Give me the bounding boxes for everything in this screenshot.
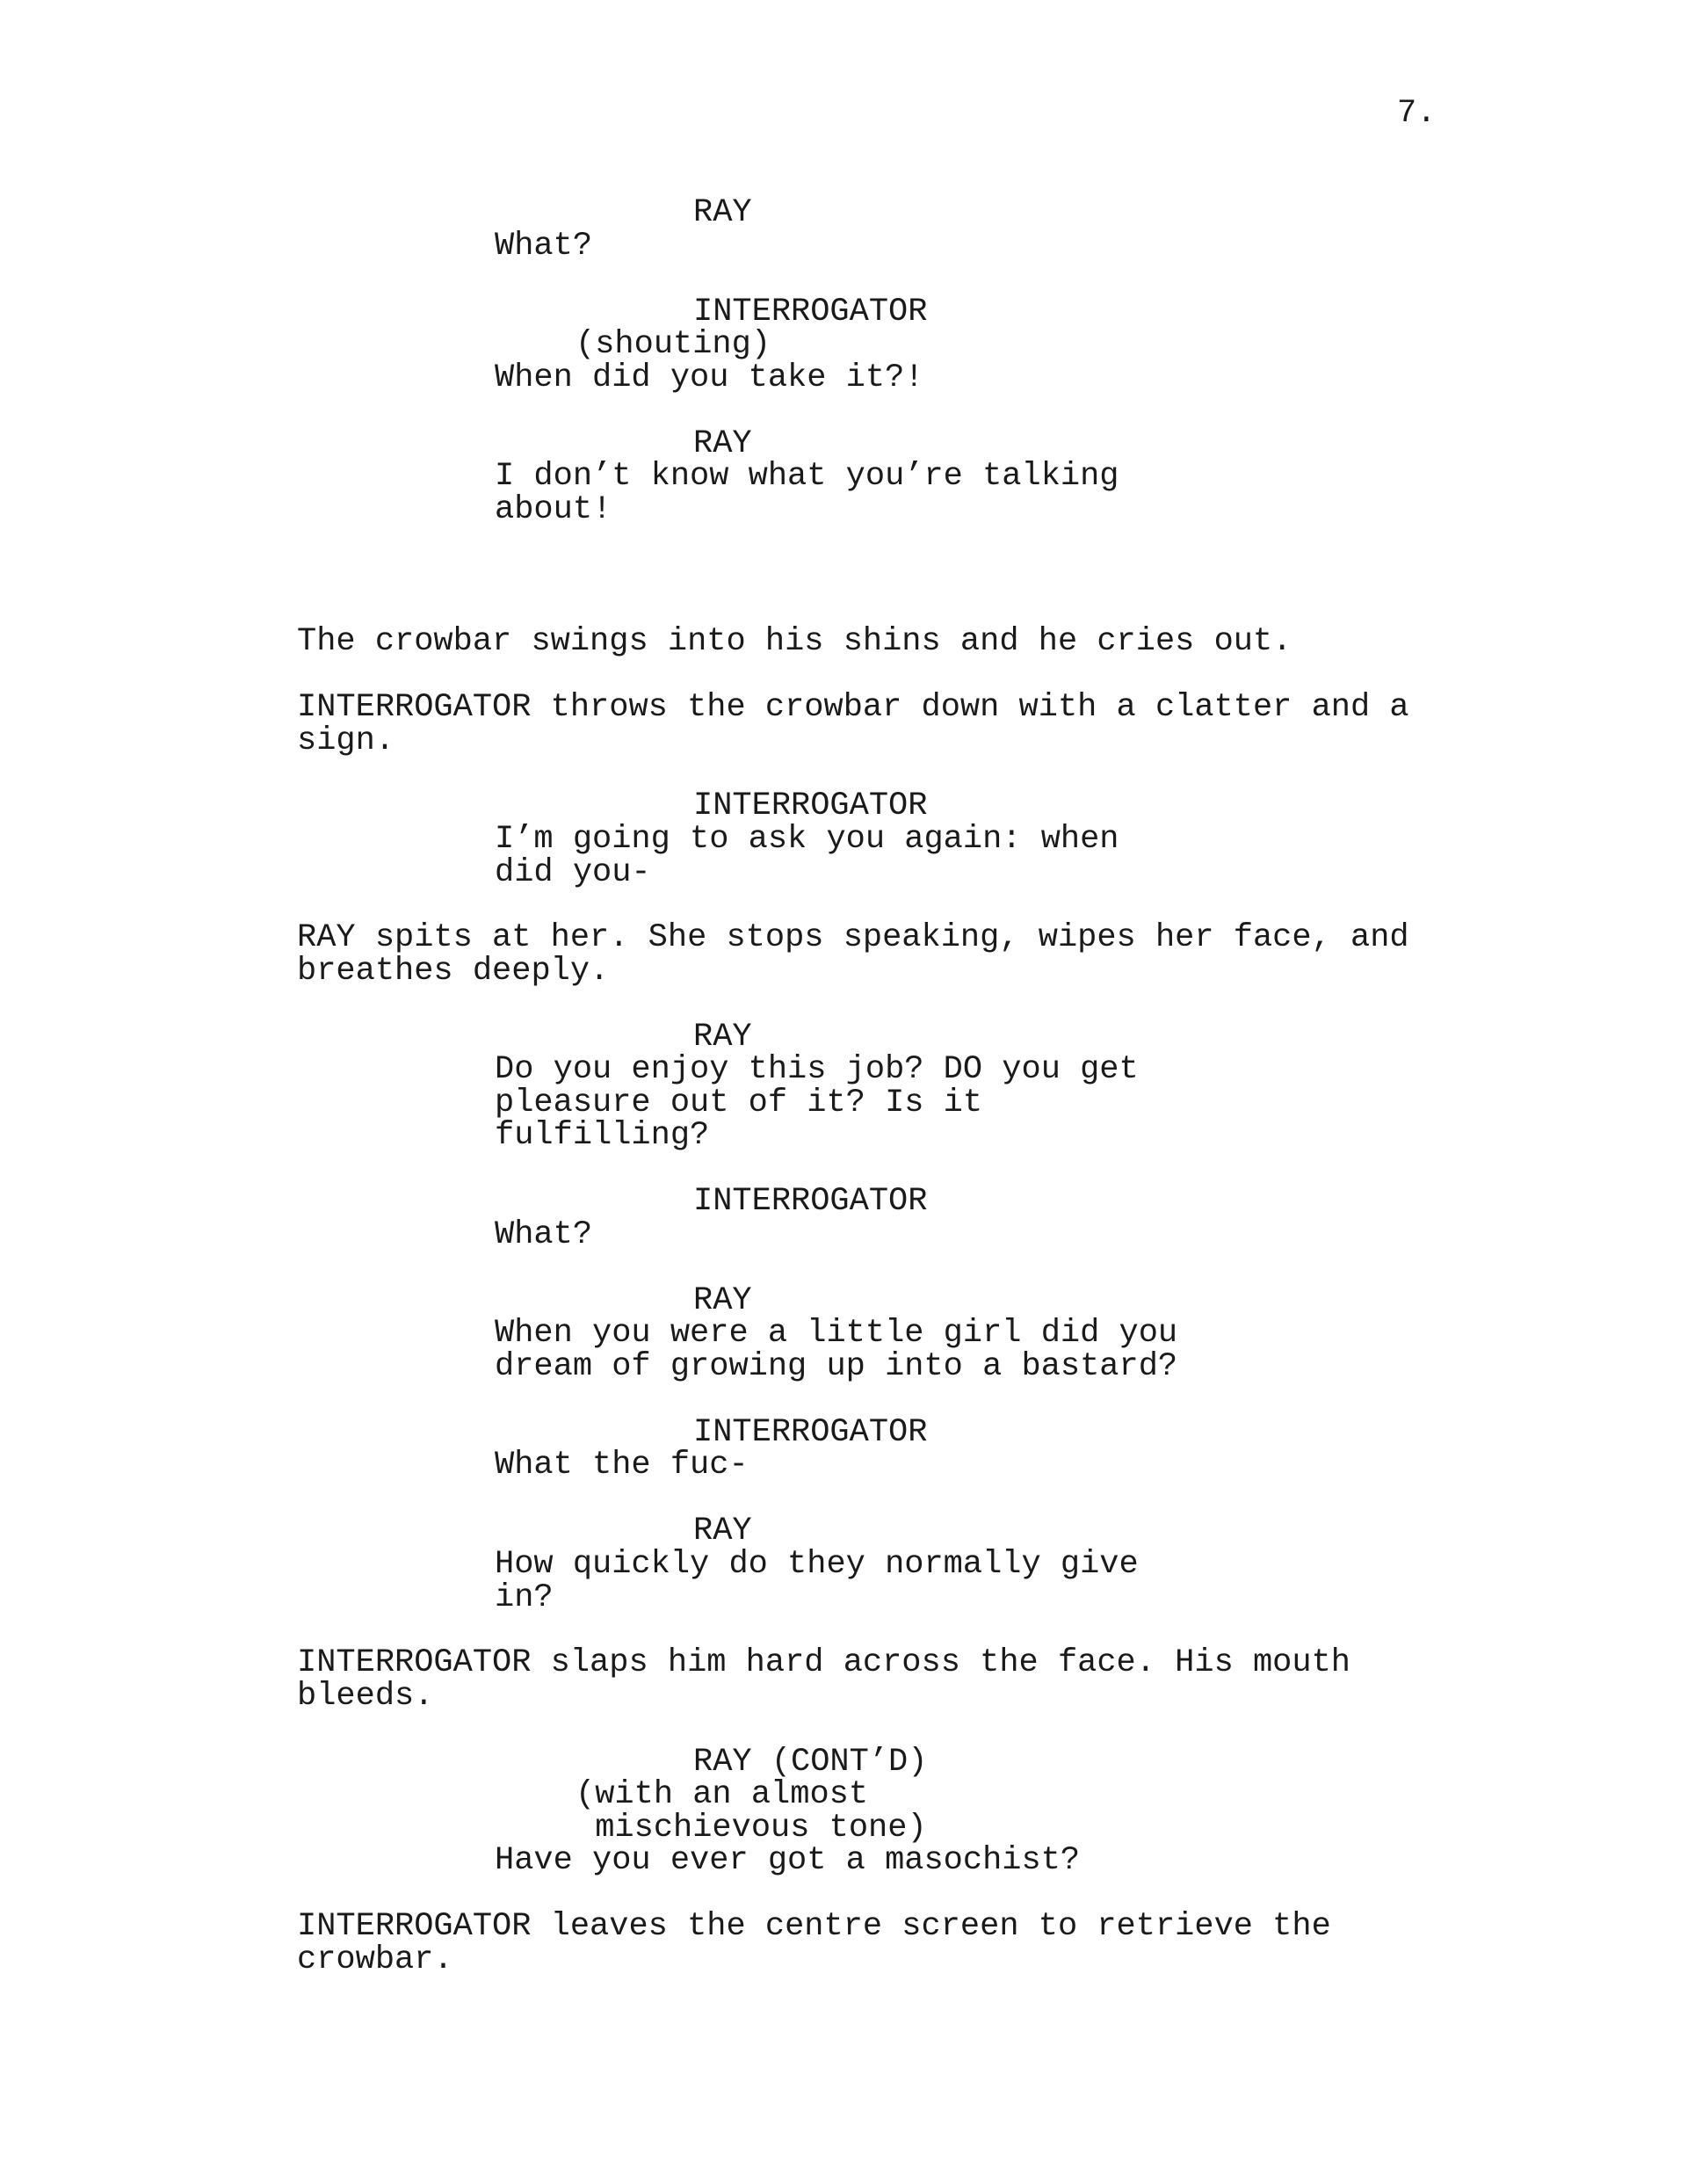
dialogue-line: When did you take it?! — [495, 359, 924, 396]
character-cue: RAY — [693, 1513, 752, 1549]
action-line: RAY spits at her. She stops speaking, wipes her face, and breathes deeply. — [297, 919, 1409, 990]
dialogue-line: When you were a little girl did you dream of growing up into a bastard? — [495, 1315, 1178, 1385]
dialogue-line: How quickly do they normally give in? — [495, 1546, 1139, 1616]
dialogue-line: Have you ever got a masochist? — [495, 1842, 1081, 1879]
character-cue: INTERROGATOR — [693, 787, 928, 824]
character-cue: INTERROGATOR — [693, 294, 928, 330]
character-cue: RAY (CONT’D) — [693, 1744, 928, 1781]
action-line: INTERROGATOR throws the crowbar down with a clatter and a sign. — [297, 689, 1409, 759]
character-cue: RAY — [693, 1019, 752, 1056]
dialogue-line: What? — [495, 1216, 593, 1253]
dialogue-line: What the fuc- — [495, 1447, 749, 1484]
character-cue: RAY — [693, 194, 752, 231]
character-cue: INTERROGATOR — [693, 1183, 928, 1220]
dialogue-line: I’m going to ask you again: when did you- — [495, 821, 1119, 891]
page-number: 7. — [1397, 95, 1437, 132]
action-line: The crowbar swings into his shins and he cries out. — [297, 623, 1292, 660]
action-line: INTERROGATOR leaves the centre screen to retrieve the crowbar. — [297, 1908, 1331, 1978]
dialogue-line: What? — [495, 228, 593, 265]
dialogue-line: I don’t know what you’re talking about! — [495, 458, 1119, 528]
parenthetical: (with an almost mischievous tone) — [576, 1776, 927, 1847]
character-cue: RAY — [693, 1282, 752, 1319]
character-cue: RAY — [693, 425, 752, 462]
action-line: INTERROGATOR slaps him hard across the face. His mouth bleeds. — [297, 1644, 1350, 1715]
parenthetical: (shouting) — [576, 326, 771, 363]
dialogue-line: Do you enjoy this job? DO you get pleasure out of it? Is it fulfilling? — [495, 1051, 1139, 1154]
character-cue: INTERROGATOR — [693, 1414, 928, 1451]
